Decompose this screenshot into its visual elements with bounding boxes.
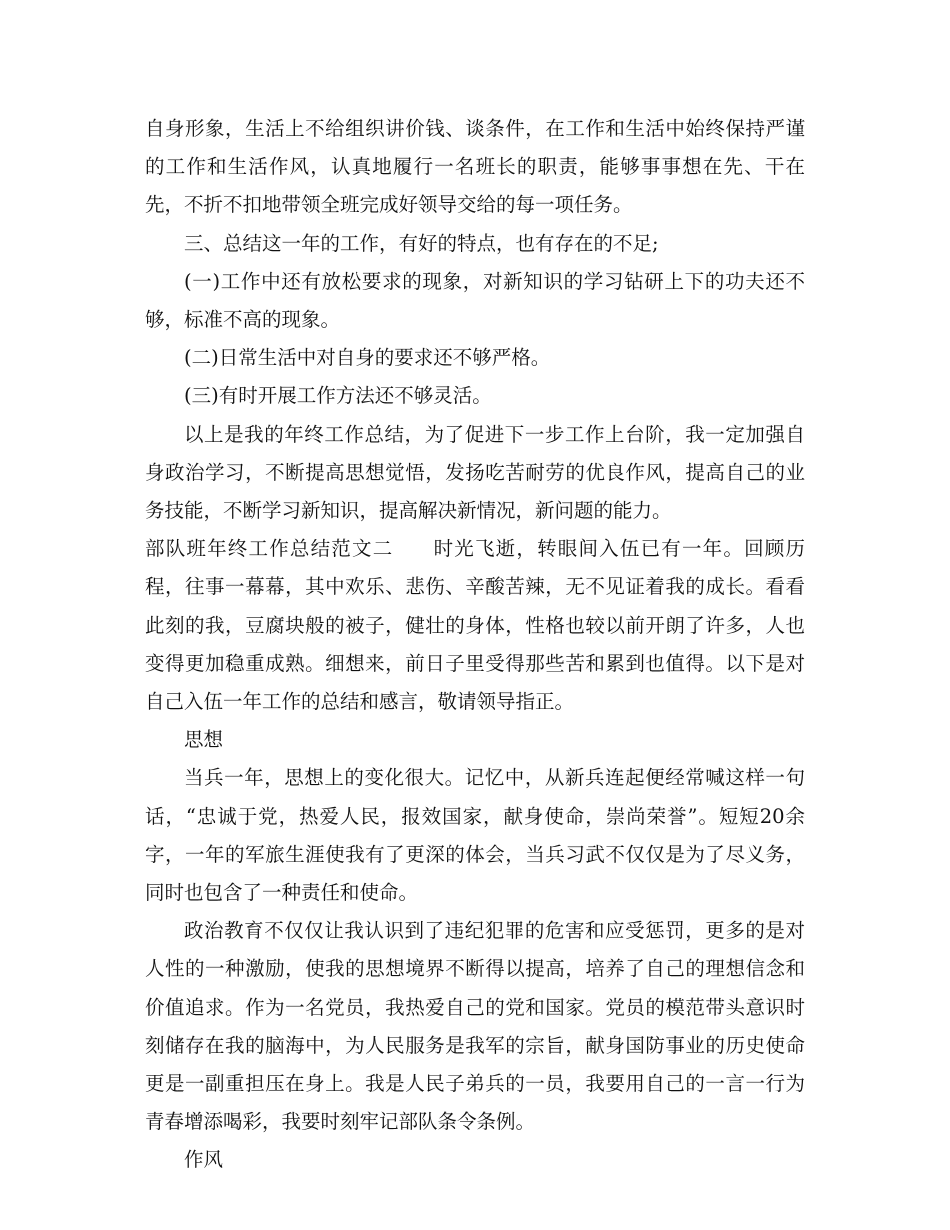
paragraph-shortcoming-1: (一)工作中还有放松要求的现象，对新知识的学习钻研上下的功夫还不够，标准不高的现象。	[145, 269, 805, 332]
paragraph-thought-2: 政治教育不仅仅让我认识到了违纪犯罪的危害和应受惩罚，更多的是对人性的一种激励，使我的思想境界不断得以提高，培养了自己的理想信念和价值追求。作为一名党员，我热爱自己的党和国家。党员的模范带头意识时刻储存在我的脑海中，为人民服务是我军的宗旨，献身国防事业的历史使命更是一副重担压在身上。我是人民子弟兵的一员，我要用自己的一言一行为青春增添喝彩，我要时刻牢记部队条令条例。	[145, 919, 805, 1134]
document-body	[145, 110, 805, 1180]
paragraph-shortcoming-3: (三)有时开展工作方法还不够灵活。	[184, 384, 492, 408]
paragraph-continuation: 自身形象，生活上不给组织讲价钱、谈条件，在工作和生活中始终保持严谨的工作和生活作风，认真地履行一名班长的职责，能够事事想在先、干在先，不折不扣地带领全班完成好领导交给的每一项任务。	[145, 117, 805, 217]
paragraph-shortcoming-2: (二)日常生活中对自身的要求还不够严格。	[184, 346, 551, 370]
article-intro: 时光飞逝，转眼间入伍已有一年。回顾历程，往事一幕幕，其中欢乐、悲伤、辛酸苦辣，无不见证着我的成长。看看此刻的我，豆腐块般的被子，健壮的身体，性格也较以前开朗了许多，人也变得更加稳重成熟。细想来，前日子里受得那些苦和累到也值得。以下是对自己入伍一年工作的总结和感言，敬请领导指正。	[145, 537, 805, 714]
paragraph-thought-1: 当兵一年，思想上的变化很大。记忆中，从新兵连起便经常喊这样一句话，“忠诚于党，热爱人民，报效国家，献身使命，崇尚荣誉”。短短20余字，一年的军旅生涯使我有了更深的体会，当兵习武不仅仅是为了尽义务，同时也包含了一种责任和使命。	[145, 766, 805, 905]
article-title: 部队班年终工作总结范文二	[145, 537, 394, 561]
paragraph-conclusion: 以上是我的年终工作总结，为了促进下一步工作上台阶，我一定加强自身政治学习，不断提高思想觉悟，发扬吃苦耐劳的优良作风，提高自己的业务技能，不断学习新知识，提高解决新情况，新问题的能力。	[145, 422, 805, 523]
paragraph-summary-heading: 三、总结这一年的工作，有好的特点，也有存在的不足;	[184, 231, 659, 255]
paragraph-article-two	[145, 530, 805, 721]
section-heading-style: 作风	[184, 1148, 224, 1172]
section-heading-thought: 思想	[184, 728, 224, 752]
